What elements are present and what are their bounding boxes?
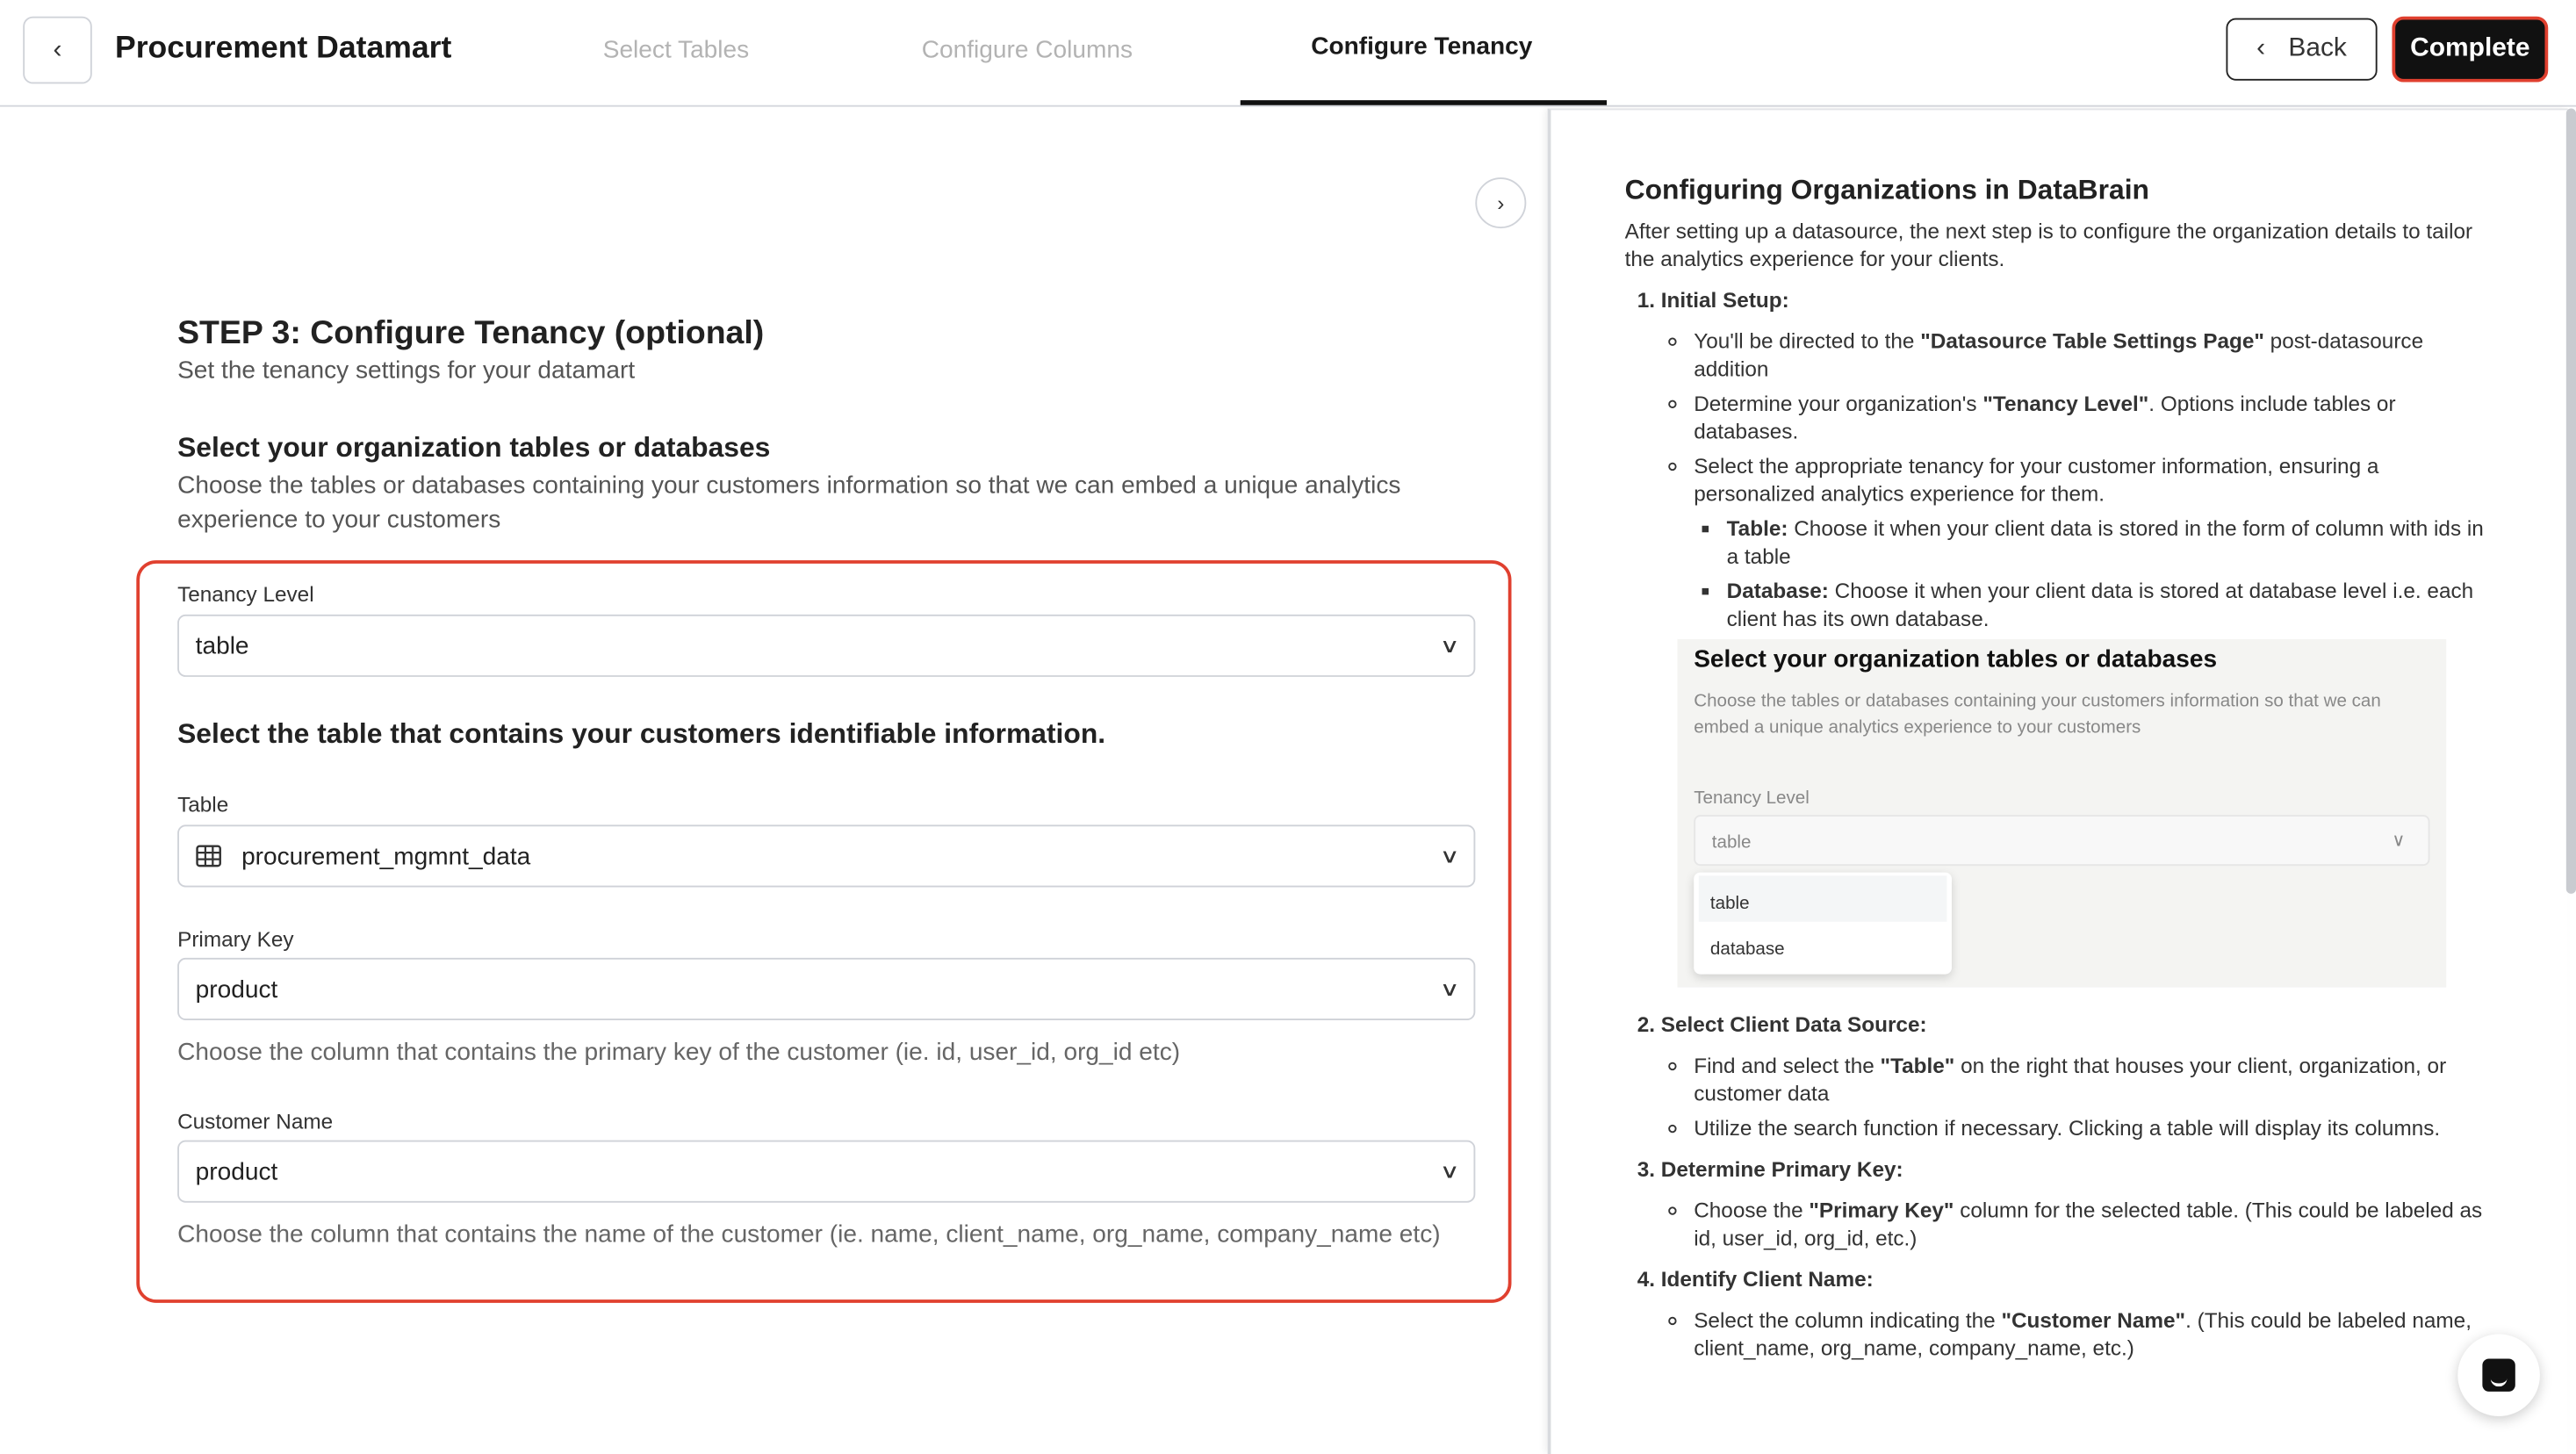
- list-item: ◦ Choose the "Primary Key" column for the selected table. (This could be labeled as id, user_id, org_id, etc.): [1694, 1196, 2495, 1252]
- tab-select-tables[interactable]: Select Tables: [602, 36, 750, 64]
- active-tab-indicator: [1241, 100, 1607, 105]
- help-intro: After setting up a datasource, the next step is to configure the organization details to tailor the analytics experience for your clients.: [1624, 218, 2473, 271]
- customer-name-select[interactable]: [177, 1141, 1475, 1203]
- help-title: Configuring Organizations in DataBrain: [1624, 174, 2149, 205]
- tenancy-level-label: Tenancy Level: [177, 581, 314, 607]
- tenancy-level-select[interactable]: [177, 615, 1475, 677]
- step-heading: Initial Setup:: [1660, 287, 1789, 313]
- back-button[interactable]: [2226, 18, 2377, 81]
- table-icon: [196, 845, 222, 867]
- help-step-1: [1661, 286, 2496, 988]
- table-heading: Select the table that contains your customers identifiable information.: [177, 717, 1106, 750]
- shot-dropdown: [1694, 873, 1952, 975]
- shot-label: Tenancy Level: [1694, 788, 1810, 809]
- list-item: ▪ Table: Choose it when your client data is stored in the form of column with ids in a table: [1727, 515, 2496, 571]
- page-title: Procurement Datamart: [114, 31, 452, 66]
- table-value: procurement_mgmnt_data: [241, 841, 531, 870]
- list-item: ◦ Find and select the "Table" on the right that houses your client, organization, or customer data: [1694, 1052, 2495, 1108]
- shot-option: database: [1709, 939, 1785, 960]
- customer-name-value: product: [195, 1157, 278, 1186]
- primary-key-help: Choose the column that contains the primary key of the customer (ie. id, user_id, org_id etc): [177, 1038, 1181, 1067]
- chevron-left-icon: ‹: [53, 35, 62, 64]
- chevron-down-icon: ∨: [2392, 831, 2406, 852]
- complete-button[interactable]: Complete: [2392, 17, 2548, 83]
- list-item: ◦ Select the column indicating the "Customer Name". (This could be labeled name, client_name, org_name, company_name, etc.): [1694, 1306, 2495, 1363]
- help-panel-scrollbar[interactable]: [2566, 108, 2576, 893]
- tab-configure-columns[interactable]: Configure Columns: [921, 36, 1133, 64]
- tenancy-level-value: table: [195, 631, 249, 660]
- chat-icon: [2482, 1358, 2515, 1391]
- customer-name-label: Customer Name: [177, 1109, 334, 1134]
- chevron-down-icon: ∨: [1440, 634, 1461, 658]
- shot-option: table: [1699, 875, 1947, 921]
- step-subtitle: Set the tenancy settings for your datamart: [177, 356, 636, 385]
- chevron-right-icon: ›: [1497, 191, 1505, 216]
- primary-key-label: Primary Key: [177, 926, 294, 952]
- table-label: Table: [177, 791, 229, 817]
- list-item: ▪ Database: Choose it when your client data is stored at database level i.e. each client has its own database.: [1727, 577, 2496, 633]
- shot-title: Select your organization tables or databases: [1694, 645, 2218, 674]
- shot-desc: Choose the tables or databases containing your customers information so that we can embed a unique analytics experience to your customers: [1694, 691, 2381, 738]
- shot-select: ∨ table: [1694, 815, 2429, 866]
- top-bar: [0, 0, 2576, 107]
- back-label: Back: [2288, 34, 2347, 63]
- chevron-down-icon: ∨: [1440, 844, 1461, 867]
- primary-key-select[interactable]: [177, 958, 1475, 1020]
- section-description: Choose the tables or databases containing your customers information so that we can embed a unique analytics experience to your customers: [177, 471, 1401, 535]
- list-item: ◦ Select the appropriate tenancy for your customer information, ensuring a personalized analytics experience for them. ▪ Table: Choose it when your client data is stored in the form of column with ids in a table ▪ Database: Choose it when your client data is stored at database level i.e. each client has its own database.: [1694, 452, 2495, 633]
- help-step-4: 4. Identify Client Name: ◦ Select the column indicating the "Customer Name". (This could be labeled name, client_name, org_name, company_name, etc.): [1661, 1265, 2496, 1362]
- chat-button[interactable]: [2457, 1334, 2540, 1416]
- section-title: Select your organization tables or databases: [177, 432, 771, 464]
- toggle-panel-button[interactable]: [1475, 177, 1526, 228]
- table-select[interactable]: [177, 824, 1475, 887]
- help-panel: [1548, 108, 2568, 1454]
- chevron-down-icon: ∨: [1440, 1160, 1461, 1184]
- help-step-3: 3. Determine Primary Key: ◦ Choose the "Primary Key" column for the selected table. (This could be labeled as id, user_id, org_id, etc.): [1661, 1155, 2496, 1251]
- list-item: ◦ Determine your organization's "Tenancy Level". Options include tables or databases.: [1694, 389, 2495, 445]
- exit-button[interactable]: [23, 17, 92, 84]
- list-item: ◦ You'll be directed to the "Datasource Table Settings Page" post-datasource addition: [1694, 327, 2495, 383]
- customer-name-help: Choose the column that contains the name of the customer (ie. name, client_name, org_name, company_name etc): [177, 1220, 1441, 1249]
- help-step-2: 2. Select Client Data Source: ◦ Find and select the "Table" on the right that houses your client, organization, or customer data ◦ Utilize the search function if necessary. Clicking a table will display its columns.: [1661, 1011, 2496, 1142]
- chevron-down-icon: ∨: [1440, 977, 1461, 1001]
- list-item: ◦ Utilize the search function if necessary. Clicking a table will display its columns.: [1694, 1114, 2495, 1142]
- primary-key-value: product: [195, 975, 278, 1004]
- chevron-left-icon: ‹: [2256, 34, 2266, 63]
- tab-configure-tenancy[interactable]: Configure Tenancy: [1311, 32, 1533, 61]
- step-title: STEP 3: Configure Tenancy (optional): [177, 315, 765, 352]
- example-screenshot: [1677, 639, 2446, 988]
